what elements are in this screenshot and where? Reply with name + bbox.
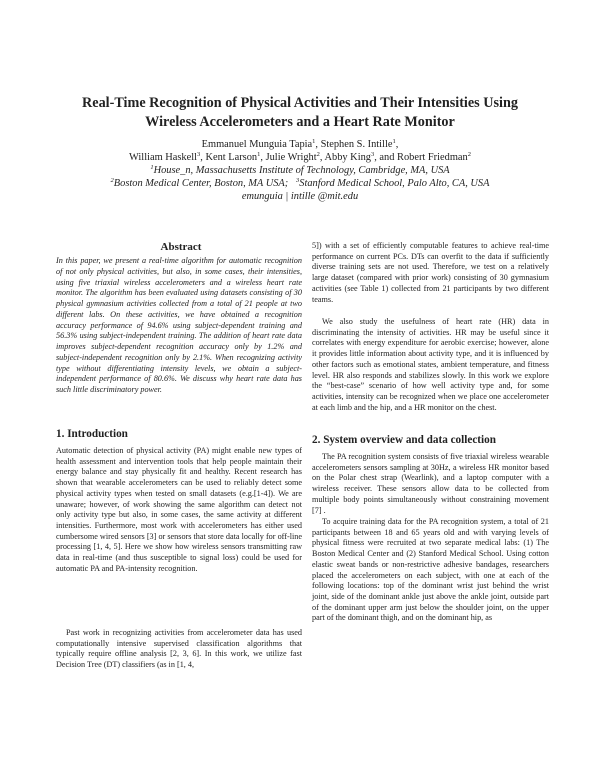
author-affiliation-mark: 2	[316, 151, 320, 158]
author-affiliation-mark: 3	[197, 151, 201, 158]
affiliation-2	[20, 177, 580, 190]
authors-line-1	[20, 138, 580, 151]
abstract-heading: Abstract	[160, 241, 202, 253]
affiliation-mark: 1	[150, 164, 154, 171]
author-name: , Abby King	[319, 152, 371, 163]
author-name: , Julie Wright	[260, 152, 317, 163]
author-name: William Haskell	[129, 152, 198, 163]
section-1-paragraph-2: Past work in recognizing activities from accelerometer data has used computationally intensive supervised classification algorithms that typically require offline analysis [2, 3, 6]. In this work, we utilize fast Decision Tree (DT) classifiers (as in [1, 4,	[56, 628, 302, 670]
abstract-text: In this paper, we present a real-time algorithm for automatic recognition of not only physical activities, but also, in some cases, their intensities, using five triaxial wireless accelerometers and a wireless heart rate monitor. The algorithm has been evaluated using datasets consisting of 30 physical gymnasium activities collected from a total of 21 people at two different labs. On these activities, we have obtained a recognition accuracy performance of 94.6% using subject-dependent training and 56.3% using subject-independent training. The addition of heart rate data improves subject-dependent recognition accuracy only by 1.2% and subject-independent recognition only by 2.1%. When recognizing activity type without differentiating intensity levels, we obtain a subject-independent performance of 80.6%. We discuss why heart rate data has such little discriminatory power.	[56, 256, 302, 394]
author-affiliation-mark: 1	[257, 151, 261, 158]
author-affiliation-mark: 2	[467, 151, 471, 158]
affiliation-1	[20, 164, 580, 177]
affiliation-mark: 3	[296, 177, 300, 184]
section-2-paragraph-1: The PA recognition system consists of five triaxial wireless wearable accelerometers sensors sampling at 30Hz, a wireless HR monitor based on the Polar chest strap (Wearlink), and a laptop computer with a wireless receiver. These sensors allow data to be collected from multiple body points simultaneously without constraining movement [7] .	[312, 452, 549, 515]
author-name: , and Robert Friedman	[374, 152, 468, 163]
section-1-paragraph-1: Automatic detection of physical activity (PA) might enable new types of health assessment and intervention tools that help people maintain their energy balance and stay physically fit and healthy. Recent research has shown that wearable accelerometers can be used to reliably detect some physical activity types when tested on small datasets (e.g.[1-4]). We are unaware; however, of work showing the same algorithm can detect not only activity type but also, in some cases, the same activity at different intensities. Furthermore, most work with accelerometers has either used cumbersome wired sensors [3] or sensors that store data locally for off-line processing [1, 4, 5]. Here we show how wireless sensors transmitting raw data in real-time (and thus susceptible to signal loss) could be used for automatic PA and PA-intensity recognition.	[56, 446, 302, 573]
affiliation-text: Boston Medical Center, Boston, MA USA;	[113, 178, 289, 189]
title-line-2: Wireless Accelerometers and a Heart Rate Monitor	[145, 114, 455, 130]
contact-email: emunguia | intille @mit.edu	[241, 191, 359, 202]
section-1-heading: 1. Introduction	[56, 428, 128, 440]
affiliation-text: Stanford Medical School, Palo Alto, CA, USA	[299, 178, 490, 189]
title-line-1: Real-Time Recognition of Physical Activities and Their Intensities Using	[82, 95, 518, 111]
author-name: Emmanuel Munguia Tapia	[201, 139, 313, 150]
section-2-paragraph-2: To acquire training data for the PA recognition system, a total of 21 participants between 18 and 65 years old and with varying levels of physical fitness were recruited at two separate medical labs: (1) The Boston Medical Center and (2) Stanford Medical School. Using cotton elastic sweat bands or non-restrictive adhesive bandages, researchers placed the accelerometers on each subject, with one at each of the following locations: top of the dominant wrist just behind the wrist joint, side of the dominant ankle just above the ankle joint, outside part of the dominant upper arm just below the shoulder joint, on the upper part of the dominant thigh, and on the dominant hip, as	[312, 517, 549, 623]
affiliation-mark: 2	[110, 177, 114, 184]
authors-line-2	[20, 151, 580, 164]
paper-title	[40, 94, 560, 132]
author-name: , Stephen S. Intille	[315, 139, 393, 150]
author-affiliation-mark: 1	[392, 138, 396, 145]
author-name: , Kent Larson	[200, 152, 258, 163]
author-affiliation-mark: 1	[312, 138, 316, 145]
author-separator: ,	[395, 139, 399, 150]
section-1-paragraph-2-cont: 5]) with a set of efficiently computable features to achieve real-time performance on current PCs. DTs can overfit to the data if sufficiently diverse training sets are not used. Therefore, we test on a relatively large dataset (compared with prior work) consisting of 30 gymnasium activities (see Table 1) collected from 21 participants by two different teams.	[312, 241, 549, 304]
affiliation-text: House_n, Massachusetts Institute of Technology, Cambridge, MA, USA	[153, 165, 450, 176]
section-2-heading: 2. System overview and data collection	[312, 434, 496, 446]
author-affiliation-mark: 3	[370, 151, 375, 158]
section-1-paragraph-3: We also study the usefulness of heart rate (HR) data in discriminating the intensity of activities. HR may be useful since it correlates with energy expenditure for aerobic exercise; however, alone it provides little information about activity type, and it is influenced by other factors such as emotional states, ambient temperature, and fitness level. HR also responds and stabilizes slowly. In this work we explore the “best-case” scenario of how well activity type and, for some activities, intensity can be recognized when we place one accelerometer at each limb and the hip, and a HR monitor on the chest.	[312, 317, 549, 412]
